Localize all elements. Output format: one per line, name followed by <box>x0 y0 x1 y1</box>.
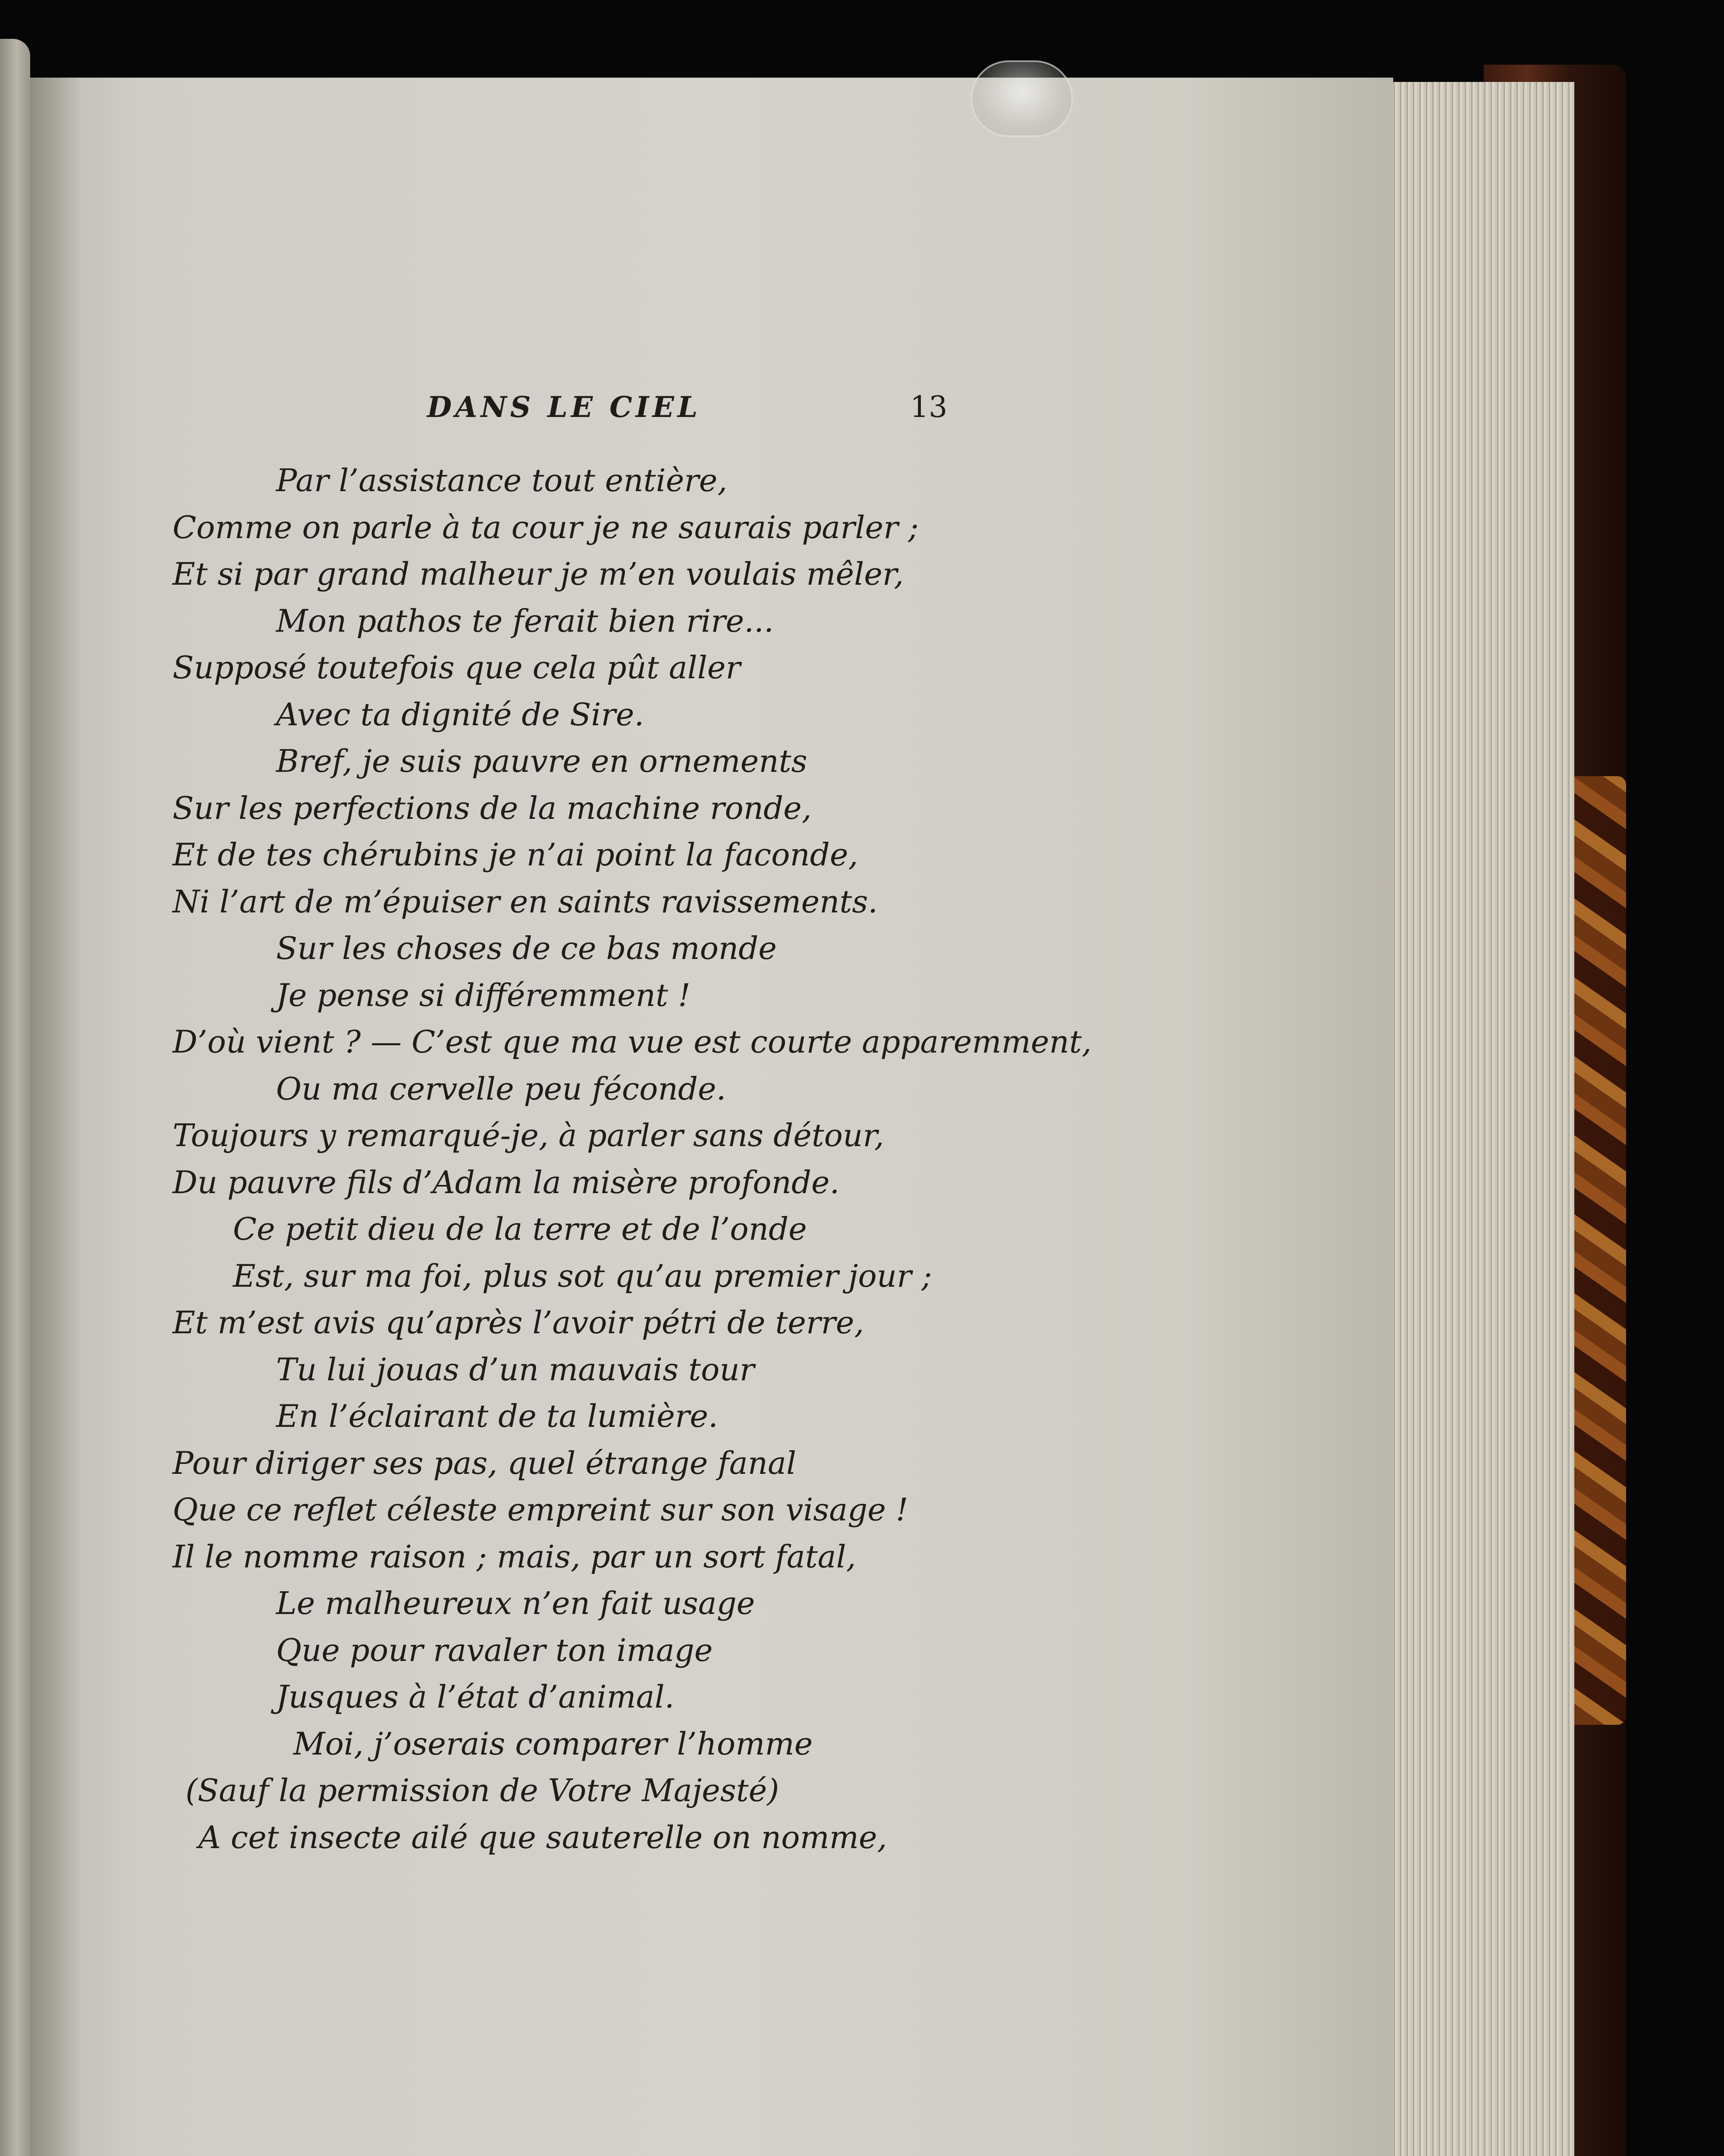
poem-line: Supposé toutefois que cela pût aller <box>173 649 741 686</box>
poem-line: Avec ta dignité de Sire. <box>276 696 644 733</box>
page-edges <box>1372 82 1574 2156</box>
poem-line: Il le nomme raison ; mais, par un sort fatal, <box>173 1538 856 1575</box>
poem-line: Mon pathos te ferait bien rire... <box>276 602 774 639</box>
poem-line: Moi, j’oserais comparer l’homme <box>293 1725 813 1762</box>
poem-line: Est, sur ma foi, plus sot qu’au premier jour ; <box>233 1257 932 1294</box>
poem-line: Bref, je suis pauvre en ornements <box>276 743 807 779</box>
poem-line: Le malheureux n’en fait usage <box>276 1585 755 1621</box>
poem-line: Je pense si différemment ! <box>276 977 691 1013</box>
poem-line: Tu lui jouas d’un mauvais tour <box>276 1351 755 1388</box>
poem-line: Sur les perfections de la machine ronde, <box>173 790 812 826</box>
poem-line: Que ce reflet céleste empreint sur son visage ! <box>173 1492 908 1528</box>
running-head: DANS LE CIEL <box>427 390 701 424</box>
page-clip-top <box>970 60 1073 137</box>
poem-text <box>0 457 1380 1861</box>
poem-line: Que pour ravaler ton image <box>276 1632 713 1668</box>
poem-line: Jusques à l’état d’animal. <box>276 1679 675 1715</box>
poem-line: Pour diriger ses pas, quel étrange fanal <box>173 1445 796 1481</box>
poem-line: Toujours y remarqué-je, à parler sans détour, <box>173 1117 884 1153</box>
poem-line: Et de tes chérubins je n’ai point la faconde, <box>173 837 858 873</box>
poem-line: Ce petit dieu de la terre et de l’onde <box>233 1211 807 1247</box>
poem-line: A cet insecte ailé que sauterelle on nomme, <box>198 1819 887 1855</box>
poem-line: (Sauf la permission de Votre Majesté) <box>185 1772 779 1808</box>
poem-line: Ou ma cervelle peu féconde. <box>276 1070 726 1107</box>
marbled-endpaper <box>1574 776 1626 1725</box>
poem-line: Et si par grand malheur je m’en voulais mêler, <box>173 556 904 592</box>
poem-line: Et m’est avis qu’après l’avoir pétri de terre, <box>173 1304 864 1341</box>
poem-line: Comme on parle à ta cour je ne saurais parler ; <box>173 509 919 545</box>
page-number: 13 <box>910 390 948 424</box>
poem-line: Par l’assistance tout entière, <box>276 462 728 498</box>
poem-line: D’où vient ? — C’est que ma vue est courte apparemment, <box>173 1024 1092 1060</box>
poem-line: Ni l’art de m’épuiser en saints ravissements. <box>173 883 878 920</box>
poem-line: En l’éclairant de ta lumière. <box>276 1398 718 1434</box>
poem-line: Du pauvre fils d’Adam la misère profonde. <box>173 1164 840 1200</box>
poem-line: Sur les choses de ce bas monde <box>276 930 777 966</box>
